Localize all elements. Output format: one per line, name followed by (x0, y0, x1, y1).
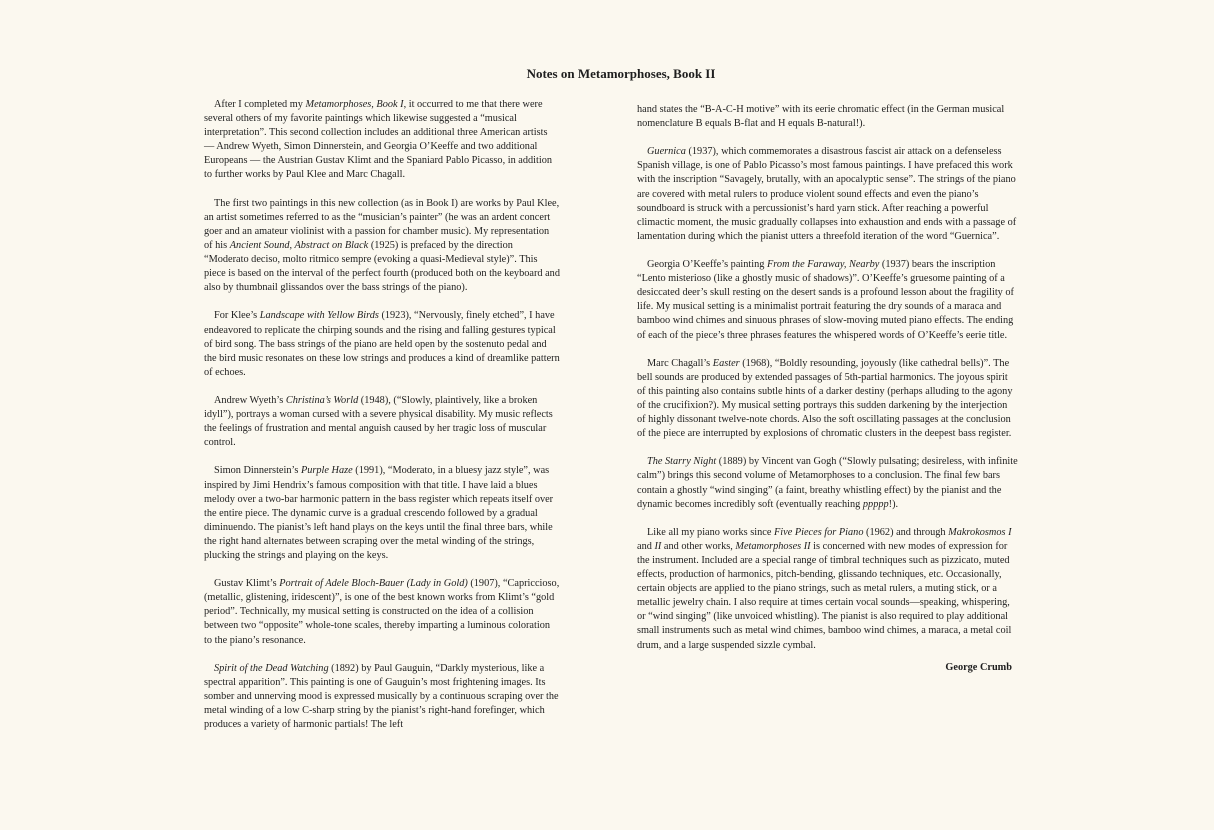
right-column (637, 103, 1018, 675)
paragraph: Simon Dinnerstein’s Purple Haze (1991), “Moderato, in a bluesy jazz style”, was inspired by Jimi Hendrix’s famous composition with that title. I have laid a blues melody over a two-bar harmonic pattern in the bass register which repeats itself over the entire piece. The dynamic curve is a gradual crescendo followed by a gradual diminuendo. The pianist’s left hand plays on the keys until the final three bars, while the right hand alternates between scraping over the metal winding of the strings, plucking the strings and playing on the keys. (204, 465, 554, 561)
author-signature: George Crumb (945, 661, 1012, 673)
paragraph: After I completed my Metamorphoses, Book I, it occurred to me that there were several others of my favorite paintings which likewise suggested a “musical interpretation”. This second collection includes an additional three American artists — Andrew Wyeth, Simon Dinnerstein, and Georgia O’Keeffe and two additional Europeans — the Austrian Gustav Klimt and the Spaniard Pablo Picasso, in addition to further works by Paul Klee and Marc Chagall. (204, 99, 553, 181)
italic-title: Ancient Sound, Abstract on Black (229, 239, 369, 251)
paragraph: The first two paintings in this new collection (as in Book I) are works by Paul Klee, an artist sometimes referred to as the “musician’s painter” (he was an ardent concert goer and an amateur violinist with a passion for chamber music). My representation of his Ancient Sound, Abstract on Black (1925) is prefaced by the direction “Moderato deciso, molto ritmico sempre (evoking a quasi-Medieval style)”. This piece is based on the interval of the perfect fourth (produced both on the keyboard and also by thumbnail glissandos over the bass strings of the piano). (204, 197, 560, 294)
paragraph-continuation: hand states the “B-A-C-H motive” with its eerie chromatic effect (in the German musical nomenclature B equals B-flat and H equals B-natural!). (637, 104, 1005, 130)
paragraph: Gustav Klimt’s Portrait of Adele Bloch-Bauer (Lady in Gold) (1907), “Capriccioso, (metallic, glistening, iridescent)”, is one of the best known works from Klimt’s “gold period”. Technically, my musical setting is constructed on the idea of a collision between two “opposite” whole-tone scales, thereby imparting a luminous coloration to the piano’s resonance. (204, 578, 560, 646)
paragraph: Guernica (1937), which commemorates a disastrous fascist air attack on a defenseless Spanish village, is one of Pablo Picasso’s most famous paintings. I have prefaced this work with the inscription “Savagely, brutally, with an apocalyptic sense”. The strings of the piano are covered with metal rulers to produce violent sound effects and even the piano’s soundboard is struck with a percussionist’s hard yarn stick. After reaching a powerful climactic moment, the music gradually collapses into exhaustion and ends with a passage of lamentation during which the pianist utters a threefold iteration of the word “Guernica”. (637, 146, 1017, 242)
italic-title: II (654, 540, 662, 552)
italic-title: Metamorphoses, Book I (305, 99, 404, 110)
paragraph: Like all my piano works since Five Pieces for Piano (1962) and through Makrokosmos I and II and other works, Metamorphoses II is concerned with new modes of expression for the instrument. Included are a special range of timbral techniques such as pizzicato, muted effects, production of harmonics, pitch-bending, glissando techniques, etc. Occasionally, certain objects are applied to the piano strings, such as metal rulers, a muting stick, or a metallic jewelry chain. I also require at times certain vocal sounds—speaking, whispering, or “wind singing” (like unvoiced whistling). The pianist is also required to play additional small instruments such as metal wind chimes, bamboo wind chimes, a maraca, a metal coil drum, and a large suspended sizzle cymbal. (637, 526, 1012, 651)
paragraph: Andrew Wyeth’s Christina’s World (1948), (“Slowly, plaintively, like a broken idyll”), portrays a woman cursed with a severe physical disability. My music reflects the feelings of frustration and mental anguish caused by her tragic loss of muscular control. (204, 394, 553, 449)
italic-title: Spirit of the Dead Watching (214, 662, 329, 674)
paragraph: Spirit of the Dead Watching (1892) by Paul Gauguin, “Darkly mysterious, like a spectral apparition”. This painting is one of Gauguin’s most frightening images. Its somber and unnerving mood is expressed musically by a continuous scraping over the metal winding of a low C-sharp string by the pianist’s right-hand forefinger, which produces a variety of harmonic partials! The left (204, 662, 559, 731)
paragraph: The Starry Night (1889) by Vincent van Gogh (“Slowly pulsating; desireless, with infinite calm”) brings this second volume of Metamorphoses to a conclusion. The final few bars contain a ghostly “wind singing” (a faint, breathy whistling effect) by the pianist and the dynamic becomes incredibly soft (eventually reaching ppppp!). (637, 456, 1018, 510)
paragraph: Georgia O’Keeffe’s painting From the Faraway, Nearby (1937) bears the inscription “Lento misterioso (like a ghostly music of shadows)”. O’Keeffe’s gruesome painting of a desiccated deer’s skull resting on the desert sands is a profound lesson about the fragility of life. My musical setting is a minimalist portrait featuring the dry sounds of a maraca and bamboo wind chimes and sinuous phrases of slow-moving muted piano effects. The ending of each of the piece’s three phrases features the whispered words of O’Keeffe’s eerie title. (637, 259, 1014, 341)
italic-title: Makrokosmos I (948, 526, 1012, 538)
italic-title: ppppp (862, 498, 889, 510)
italic-title: Purple Haze (300, 465, 353, 477)
page-title: Notes on Metamorphoses, Book II (526, 66, 716, 81)
paragraph: Marc Chagall’s Easter (1968), “Boldly resounding, joyously (like cathedral bells)”. The bell sounds are produced by extended passages of 5th-partial harmonics. The joyous spirit of this painting also contains subtle hints of a darker destiny (perhaps alluding to the agony of the crucifixion?). My musical setting portrays this sudden darkening by the interjection of highly dissonant twelve-note chords. Also the soft oscillating passages at the conclusion of the piece are interrupted by explosions of chromatic clusters in the deepest bass register. (637, 357, 1013, 440)
italic-title: Landscape with Yellow Birds (259, 310, 379, 322)
italic-title: Christina’s World (285, 394, 359, 406)
italic-title: Guernica (647, 146, 686, 158)
italic-title: Five Pieces for Piano (773, 526, 864, 538)
italic-title: Easter (712, 357, 740, 369)
italic-title: Metamorphoses II (735, 540, 811, 552)
italic-title: From the Faraway, Nearby (767, 259, 880, 271)
left-column (204, 98, 560, 746)
paragraph: For Klee’s Landscape with Yellow Birds (1923), “Nervously, finely etched”, I have endeavored to replicate the chirping sounds and the rising and falling gestures typical of bird song. The bass strings of the piano are held open by the sostenuto pedal and the bird music resonates on these low strings and produces a kind of dreamlike pattern of echoes. (204, 310, 560, 378)
italic-title: The Starry Night (647, 456, 717, 468)
italic-title: Portrait of Adele Bloch-Bauer (Lady in Gold) (279, 578, 468, 590)
